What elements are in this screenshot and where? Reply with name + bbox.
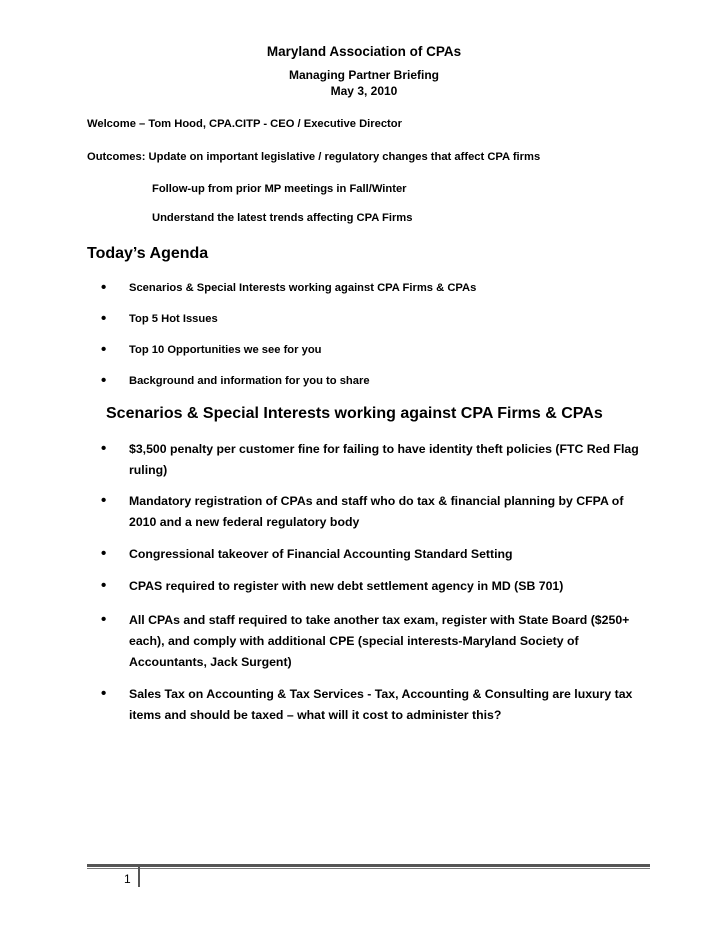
document-subtitle: Managing Partner Briefing (288, 68, 440, 82)
scenario-item: CPAS required to register with new debt settlement agency in MD (SB 701) (129, 579, 564, 593)
agenda-heading: Today’s Agenda (87, 245, 209, 262)
bullet-icon: • (101, 577, 107, 594)
page-number: 1 (124, 872, 131, 886)
agenda-item: Scenarios & Special Interests working against CPA Firms & CPAs (129, 282, 477, 294)
agenda-item: Top 10 Opportunities we see for you (129, 344, 322, 356)
bullet-icon: • (101, 685, 107, 702)
footer-divider-thin (87, 868, 650, 869)
bullet-icon: • (101, 279, 107, 296)
welcome-line: Welcome – Tom Hood, CPA.CITP - CEO / Executive Director (87, 118, 402, 130)
page-number-separator (138, 866, 140, 887)
bullet-icon: • (101, 440, 107, 457)
document-title: Maryland Association of CPAs (266, 44, 462, 59)
scenario-item: All CPAs and staff required to take another tax exam, register with State Board ($250+ each), and comply with additional CPE (special interests-Maryland Society of Accountants, Jack Surgent) (129, 613, 630, 669)
agenda-item: Top 5 Hot Issues (129, 313, 218, 325)
bullet-icon: • (101, 611, 107, 628)
bullet-icon: • (101, 492, 107, 509)
agenda-item: Background and information for you to share (129, 375, 370, 387)
scenarios-heading: Scenarios & Special Interests working against CPA Firms & CPAs (106, 405, 603, 422)
outcome-line: Follow-up from prior MP meetings in Fall/Winter (152, 183, 407, 195)
bullet-icon: • (101, 372, 107, 389)
scenario-item: Mandatory registration of CPAs and staff who do tax & financial planning by CFPA of 2010 and a new federal regulatory body (129, 494, 624, 529)
scenario-item: Congressional takeover of Financial Accounting Standard Setting (129, 547, 513, 561)
bullet-icon: • (101, 545, 107, 562)
outcome-line: Outcomes: Update on important legislative / regulatory changes that affect CPA firms (87, 151, 541, 163)
scenario-item: $3,500 penalty per customer fine for failing to have identity theft policies (FTC Red Flag ruling) (129, 442, 639, 477)
footer-divider (87, 864, 650, 867)
scenario-item: Sales Tax on Accounting & Tax Services - Tax, Accounting & Consulting are luxury tax items and should be taxed – what will it cost to administer this? (129, 687, 633, 722)
bullet-icon: • (101, 341, 107, 358)
bullet-icon: • (101, 310, 107, 327)
document-date: May 3, 2010 (330, 84, 398, 98)
outcome-line: Understand the latest trends affecting CPA Firms (152, 212, 413, 224)
